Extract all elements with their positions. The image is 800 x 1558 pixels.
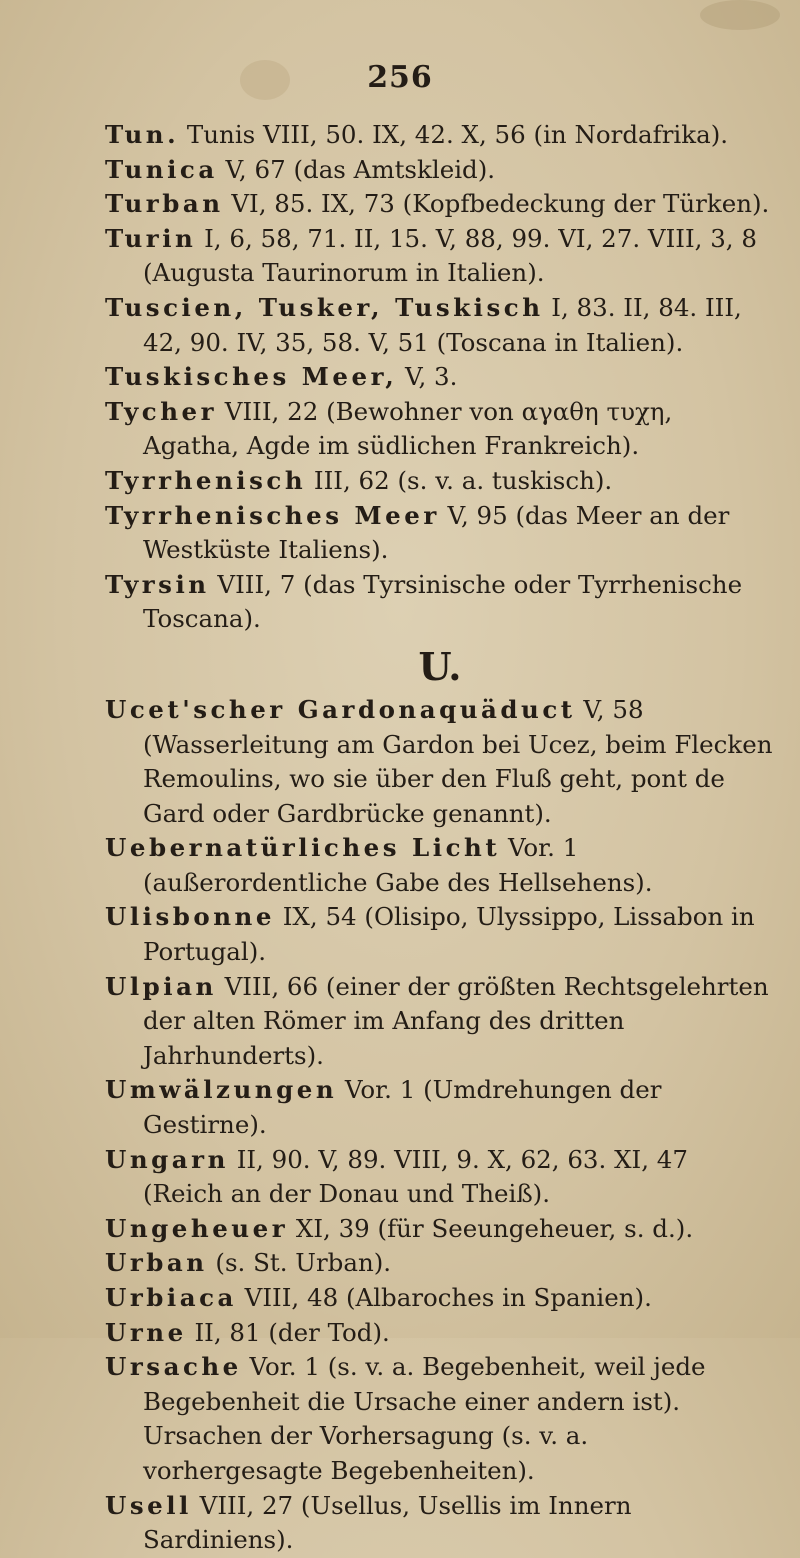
entry-head: Tyrsin [105,569,210,599]
entry-head: Ulpian [105,971,217,1001]
page-number: 256 [367,60,433,95]
index-entry [105,1212,775,1247]
entry-text: VIII, 7 (das Tyrsinische oder Tyrrhenische Toscana). [143,569,743,634]
entry-head: Tuskisches Meer, [105,362,398,392]
entry-text: III, 62 (s. v. a. tuskisch). [306,465,613,495]
entry-text: VIII, 27 (Usellus, Usellis im Innern Sardiniens). [143,1490,632,1555]
entry-head: Tyrrhenisches Meer [105,500,440,530]
section-t [105,118,775,637]
entry-head: Ungarn [105,1144,229,1174]
index-entry [105,153,775,188]
entry-head: Ulisbonne [105,902,275,932]
entry-text: II, 90. V, 89. VIII, 9. X, 62, 63. XI, 47 (Reich an der Donau und Theiß). [143,1144,688,1209]
entry-text: Vor. 1 (Umdrehungen der Gestirne). [143,1075,662,1140]
entry-text: V, 95 (das Meer an der Westküste Italiens). [143,500,730,565]
index-entry [105,222,775,291]
entry-head: Turin [105,223,197,253]
entry-head: Urbiaca [105,1283,237,1312]
entry-head: Tunica [105,154,218,184]
entry-text: V, 67 (das Amtskleid). [217,154,496,184]
index-entry [105,831,775,900]
index-entry [105,395,775,464]
entry-head: Tyrrhenisch [105,465,307,495]
entry-head: Ungeheuer [105,1213,289,1243]
entry-head: Urne [105,1317,187,1347]
entry-text: (s. St. Urban). [207,1248,392,1278]
entry-text: Vor. 1 (außerordentliche Gabe des Hellsehens). [143,833,653,897]
entry-head: Uebernatürliches Licht [105,833,501,863]
index-entry [105,499,775,568]
index-entry [105,1143,775,1212]
entry-text: II, 81 (der Tod). [186,1317,390,1347]
entry-head: Tycher [105,396,218,426]
entry-head: Usell [105,1490,192,1520]
section-letter-heading: U. [418,643,462,689]
index-entry [105,1350,775,1488]
index-entry [105,693,775,831]
entry-text: V, 58 (Wasserleitung am Gardon bei Ucez, beim Flecken Remoulins, wo sie über den Fluß geht, pont de Gard oder Gardbrücke genannt). [143,694,773,828]
index-entry [105,1073,775,1142]
entry-head: Urban [105,1248,208,1278]
entry-text: Tunis VIII, 50. IX, 42. X, 56 (in Nordafrika). [179,120,729,149]
entry-text: Vor. 1 (s. v. a. Begebenheit, weil jede Begebenheit die Ursache einer andern ist). Ursachen der Vorhersagung (s. v. a. vorhergesagte Begebenheiten). [143,1352,706,1485]
index-entry [105,291,775,360]
entry-text: IX, 54 (Olisipo, Ulyssippo, Lissabon in Portugal). [143,902,755,967]
index-entry [105,900,775,969]
index-entry [105,187,775,222]
entry-head: Ursache [105,1352,242,1382]
entry-head: Umwälzungen [105,1075,338,1105]
paper-stain [700,0,780,30]
index-entry [105,568,775,637]
entry-text: I, 83. II, 84. III, 42, 90. IV, 35, 58. V, 51 (Toscana in Italien). [143,292,742,357]
entry-text: VIII, 22 (Bewohner von αγαθη τυχη, Agatha, Agde im südlichen Frankreich). [143,396,673,461]
entry-head: Turban [105,189,224,219]
entry-text: I, 6, 58, 71. II, 15. V, 88, 99. VI, 27. VIII, 3, 8 (Augusta Taurinorum in Italien). [143,223,757,288]
index-entry [105,970,775,1074]
section-u [105,693,775,1558]
entry-text: VIII, 66 (einer der größten Rechtsgelehrten der alten Römer im Anfang des dritten Jahrhunderts). [143,971,769,1070]
entry-text: VI, 85. IX, 73 (Kopfbedeckung der Türken). [223,189,770,219]
index-entry [105,464,775,499]
entry-head: Tun. [105,120,180,149]
index-entry [105,1246,775,1281]
index-entry [105,360,775,395]
index-entry [105,1489,775,1558]
entry-head: Tuscien, Tusker, Tuskisch [105,292,544,322]
index-entry [105,118,775,153]
entry-text: VIII, 48 (Albaroches in Spanien). [236,1283,652,1312]
entry-head: Ucet'scher Gardonaquäduct [105,694,576,724]
index-entry [105,1316,775,1351]
entry-text: V, 3. [397,362,458,392]
index-entries [105,118,775,1558]
entry-text: XI, 39 (für Seeungeheuer, s. d.). [288,1213,694,1243]
index-entry [105,1281,775,1316]
